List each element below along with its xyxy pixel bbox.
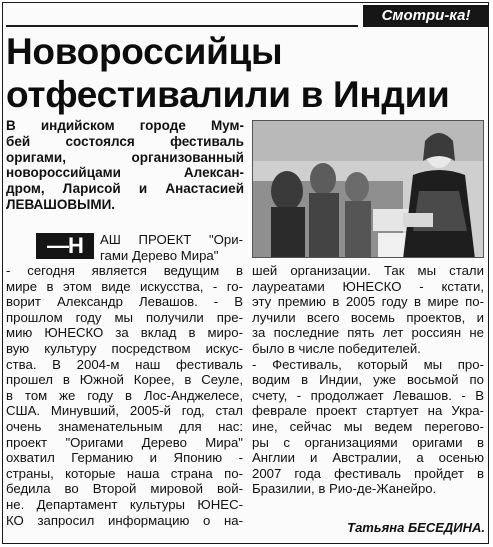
lead-line: оригами, организованный [6, 149, 244, 165]
body-line: проект "Оригами Дерево Мира" [6, 434, 243, 450]
body-line: счету, - продолжает Левашов. - В [252, 387, 484, 403]
body-line: прошлом году мы получили пре- [6, 309, 243, 325]
body-line: эту премию в 2005 году в мире по- [252, 294, 484, 310]
lead-line: В индийском городе Мум- [6, 118, 244, 133]
body-line: за последние пять лет россиян не [252, 325, 484, 341]
headline [6, 30, 484, 116]
body-line: мию ЮНЕСКО за вклад в миро- [6, 325, 243, 341]
body-line: бедила во Второй мировой вой- [6, 481, 243, 497]
body-line: - сегодня является ведущим в [6, 263, 243, 278]
body-line: в том же году в Лос-Анджелесе, [6, 387, 243, 403]
body-line: ворит Александр Левашов. - В [6, 294, 243, 310]
body-line: было в числе победителей. [252, 340, 421, 356]
body-line: вую культуру посредством искус- [6, 340, 243, 356]
body-line: КО запросил информацию о на- [6, 512, 243, 528]
body-column-1 [6, 263, 243, 528]
body-line: водим в Индии, уже восьмой по [252, 372, 484, 388]
article-photo [252, 120, 484, 258]
header-rule [6, 25, 358, 27]
drop-cap-letter: Н [68, 233, 83, 258]
body-line: очень знаменательным для нас: [6, 418, 243, 434]
headline-line-1: Новороссийцы [6, 31, 283, 72]
body-line: гами Дерево Мира" [100, 247, 219, 263]
lead-line: дром, Ларисой и Анастасией [6, 181, 244, 197]
lead-line: бей состоялся фестиваль [6, 133, 244, 149]
body-line: АШ ПРОЕКТ "Ори- [100, 232, 243, 247]
body-line: страны, которые наша страна по- [6, 465, 243, 481]
body-line: ры с организациями оригами в [252, 434, 484, 450]
lead-line: ЛЕВАШОВЫМИ. [6, 196, 116, 212]
drop-cap: —Н [36, 233, 94, 259]
body-line: США. Минувший, 2005-й год, стал [6, 403, 243, 419]
body-line: прошел в Южной Корее, в Сеуле, [6, 372, 243, 388]
body-column-2 [252, 263, 484, 497]
photo-icon [253, 121, 484, 258]
body-line: мире в этом виде искусства, - го- [6, 278, 243, 294]
body-line: Англии и Австралии, а осенью [252, 450, 484, 466]
body-column-1-top [100, 232, 243, 263]
body-line: 2007 года фестиваль пройдет в [252, 465, 484, 481]
body-line: шей организации. Так мы стали [252, 263, 484, 278]
headline-line-2: отфестивалили в Индии [6, 74, 450, 115]
body-line: охватил Германию и Японию - [6, 450, 243, 466]
body-line: ства. В 2004-м наш фестиваль [6, 356, 243, 372]
body-line: Бразилии, в Рио-де-Жанейро. [252, 481, 437, 497]
body-line: лучили всего восемь проектов, и [252, 309, 484, 325]
body-line: лауреатами ЮНЕСКО - кстати, [252, 278, 484, 294]
body-line: феврале проект стартует на Укра- [252, 403, 484, 419]
author-signature: Татьяна БЕСЕДИНА. [347, 520, 485, 535]
lead-paragraph [6, 118, 244, 213]
body-line: - Фестиваль, который мы про- [252, 356, 484, 372]
body-line: ине, сейчас мы ведем перегово- [252, 418, 484, 434]
body-line: не. Департамент культуры ЮНЕС- [6, 496, 243, 512]
lead-line: новороссийцами Алексан- [6, 165, 244, 181]
rubric-label: Смотри-ка! [363, 5, 489, 27]
